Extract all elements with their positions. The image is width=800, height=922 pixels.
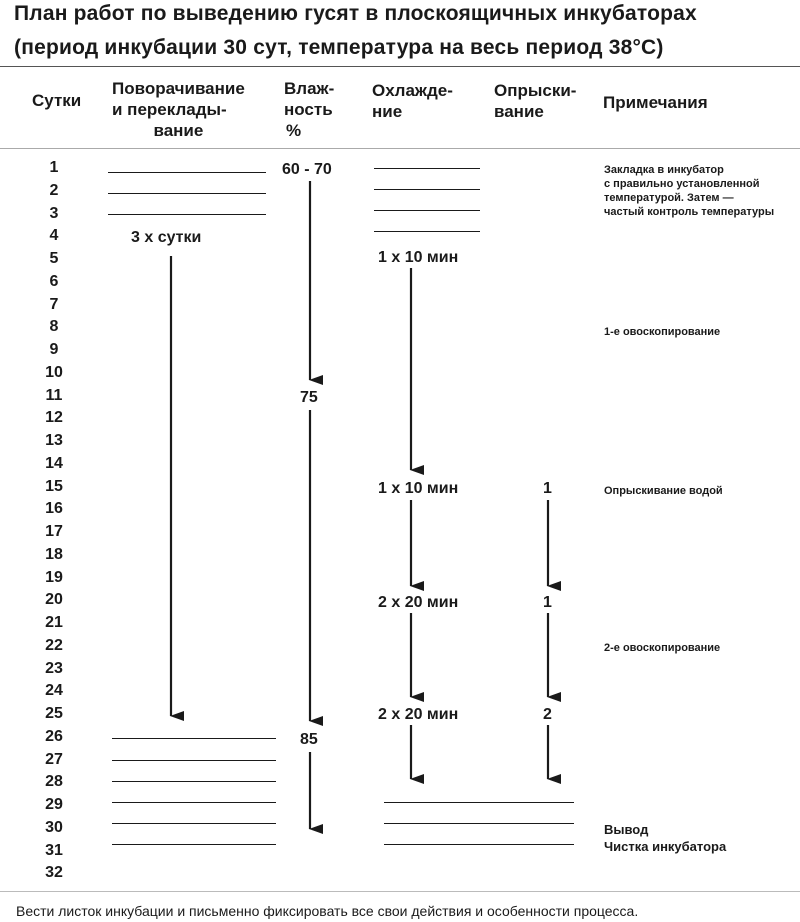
header-turning-line-1: Поворачивание [112,79,245,98]
day-number: 18 [45,545,63,563]
day-number: 12 [45,409,63,427]
header-turning-line-3: вание [153,121,204,140]
day-number: 16 [45,500,63,518]
header-turning-line-2: и переклады- [112,100,227,119]
day-number: 29 [45,796,63,813]
cooling-value-2: 1 х 10 мин [378,480,459,497]
day-number: 13 [45,432,63,449]
day-number: 3 [49,204,59,222]
day-number: 30 [45,818,63,836]
day-number: 20 [45,591,63,609]
day-number: 15 [45,477,63,495]
day-number: 25 [45,705,63,722]
cooling-value-1: 1 х 10 мин [378,249,459,266]
spraying-value-2: 1 [543,594,552,611]
header-notes: Примечания [603,93,708,112]
day-number: 21 [45,614,63,631]
header-cooling-line-2: ние [372,102,403,121]
day-number: 10 [45,363,63,381]
header-spraying-line-1: Опрыски- [494,81,577,100]
note-1-line-4: частый контроль температуры [604,206,775,218]
day-number: 17 [45,523,63,540]
day-number: 9 [49,341,59,358]
header-cooling-line-1: Охлажде- [372,81,453,100]
header-spraying-line-2: вание [494,102,544,121]
day-number: 31 [45,841,63,859]
day-number: 8 [49,318,59,336]
note-1-line-1: Закладка в инкубатор [604,164,724,176]
note-3: Опрыскивание водой [604,485,723,497]
day-number: 2 [49,181,59,199]
humidity-value-3: 85 [300,731,318,748]
day-number: 1 [49,159,59,176]
header-humidity-line-1: Влаж- [284,79,335,98]
turning-label: 3 х сутки [131,229,202,246]
title-line-1: План работ по выведению гусят в плоскоящичных инкубаторах [14,2,697,25]
cooling-value-4: 2 х 20 мин [378,706,459,723]
day-number: 24 [45,682,63,700]
spraying-value-3: 2 [543,706,552,723]
note-5: Вывод [604,822,649,837]
note-2: 1-е овоскопирование [604,326,721,338]
day-number: 4 [49,227,59,245]
footer-rule [0,891,800,892]
title-line-2: (период инкубации 30 сут, температура на весь период 38°С) [14,36,664,59]
day-number: 26 [45,727,63,745]
header-humidity-line-3: % [286,121,302,140]
cooling-value-3: 2 х 20 мин [378,594,459,611]
header-days: Сутки [32,91,82,110]
day-number: 27 [45,750,63,768]
day-number: 28 [45,773,63,791]
header-humidity-line-2: ность [284,100,333,119]
note-1-line-3: температурой. Затем — [604,192,734,204]
note-4: 2-е овоскопирование [604,642,721,654]
day-number: 19 [45,568,63,586]
day-number: 6 [49,272,59,290]
day-number: 32 [45,864,63,882]
humidity-value-1: 60 - 70 [282,161,332,178]
note-6: Чистка инкубатора [604,839,727,854]
day-number: 11 [45,386,63,404]
day-number: 23 [45,659,63,677]
day-number: 14 [45,454,63,472]
note-1-line-2: с правильно установленной [604,178,760,190]
day-number: 7 [49,295,59,313]
humidity-value-2: 75 [300,389,318,406]
spraying-value-1: 1 [543,480,552,497]
day-number: 22 [45,636,63,654]
footer-text: Вести листок инкубации и письменно фиксировать все свои действия и особенности процесса. [16,903,639,919]
day-number: 5 [49,250,59,267]
